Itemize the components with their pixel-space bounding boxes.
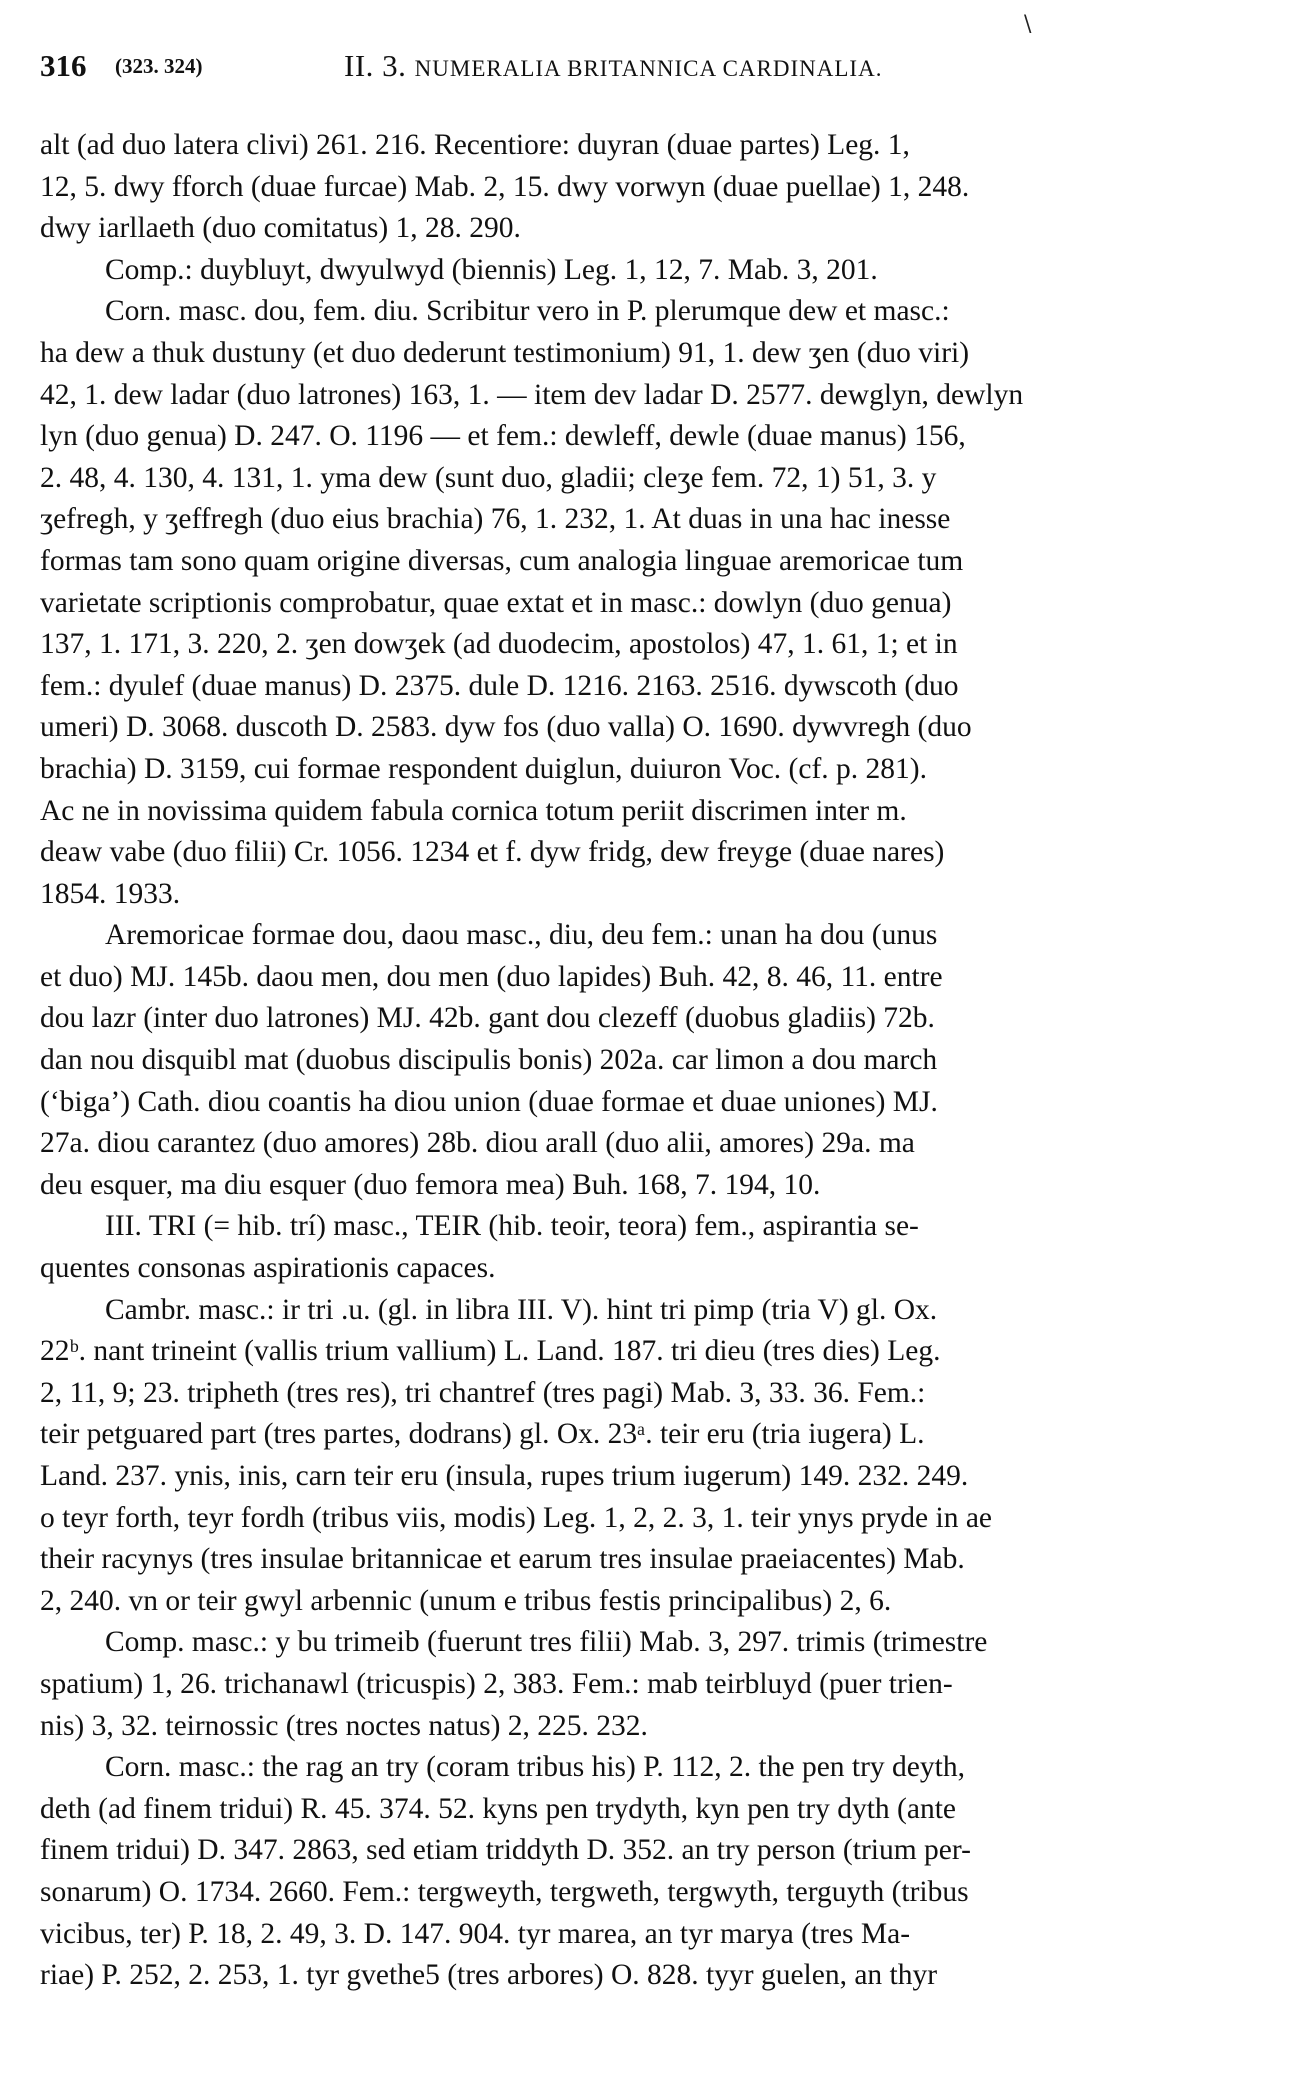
text-line: o teyr forth, teyr fordh (tribus viis, modis) Leg. 1, 2, 2. 3, 1. teir ynys pryde in ae bbox=[40, 1501, 993, 1534]
text-line: spatium) 1, 26. trichanawl (tricuspis) 2, 383. Fem.: mab teirbluyd (puer trien- bbox=[40, 1667, 953, 1700]
text-line: riae) P. 252, 2. 253, 1. tyr gvethe5 (tres arbores) O. 828. tyyr guelen, an thyr bbox=[40, 1959, 938, 1992]
text-line: (‘biga’) Cath. diou coantis ha diou union (duae formae et duae uniones) MJ. bbox=[40, 1085, 938, 1118]
text-line: Cambr. masc.: ir tri .u. (gl. in libra III. V). hint tri pimp (tria V) gl. Ox. bbox=[105, 1293, 938, 1326]
text-line: Comp.: duybluyt, dwyulwyd (biennis) Leg. 1, 12, 7. Mab. 3, 201. bbox=[105, 253, 878, 286]
text-line: varietate scriptionis comprobatur, quae extat et in masc.: dowlyn (duo genua) bbox=[40, 586, 952, 619]
text-line: dwy iarllaeth (duo comitatus) 1, 28. 290. bbox=[40, 212, 521, 245]
text-line: 1854. 1933. bbox=[40, 877, 181, 910]
text-line: III. TRI (= hib. trí) masc., TEIR (hib. teoir, teora) fem., aspirantia se- bbox=[105, 1210, 919, 1243]
section-title: NUMERALIA BRITANNICA CARDINALIA. bbox=[414, 56, 883, 81]
text-line: teir petguared part (tres partes, dodrans) gl. Ox. 23ᵃ. teir eru (tria iugera) L. bbox=[40, 1418, 925, 1451]
text-line: finem tridui) D. 347. 2863, sed etiam triddyth D. 352. an try person (trium per- bbox=[40, 1834, 971, 1867]
text-line: quentes consonas aspirationis capaces. bbox=[40, 1252, 496, 1285]
running-header bbox=[40, 48, 1280, 88]
text-line: 2, 11, 9; 23. tripheth (tres res), tri chantref (tres pagi) Mab. 3, 33. 36. Fem.: bbox=[40, 1376, 926, 1409]
text-line: nis) 3, 32. teirnossic (tres noctes natus) 2, 225. 232. bbox=[40, 1709, 648, 1742]
text-line: 27a. diou carantez (duo amores) 28b. diou arall (duo alii, amores) 29a. ma bbox=[40, 1127, 915, 1160]
body-text bbox=[40, 125, 1295, 1997]
text-line: fem.: dyulef (duae manus) D. 2375. dule D. 1216. 2163. 2516. dywscoth (duo bbox=[40, 669, 959, 702]
text-line: brachia) D. 3159, cui formae respondent duiglun, duiuron Voc. (cf. p. 281). bbox=[40, 752, 927, 785]
text-line: umeri) D. 3068. duscoth D. 2583. dyw fos (duo valla) O. 1690. dywvregh (duo bbox=[40, 711, 972, 744]
page-number: 316 bbox=[40, 48, 87, 83]
text-line: Corn. masc. dou, fem. diu. Scribitur vero in P. plerumque dew et masc.: bbox=[105, 295, 950, 328]
text-line: dou lazr (inter duo latrones) MJ. 42b. gant dou clezeff (duobus gladiis) 72b. bbox=[40, 1002, 935, 1035]
text-line: alt (ad duo latera clivi) 261. 216. Recentiore: duyran (duae partes) Leg. 1, bbox=[40, 129, 910, 161]
page-reference: (323. 324) bbox=[115, 54, 203, 78]
text-line: vicibus, ter) P. 18, 2. 49, 3. D. 147. 904. tyr marea, an tyr marya (tres Ma- bbox=[40, 1917, 911, 1950]
text-line: 22ᵇ. nant trineint (vallis trium vallium) L. Land. 187. tri dieu (tres dies) Leg. bbox=[40, 1335, 941, 1368]
text-line: ha dew a thuk dustuny (et duo dederunt testimonium) 91, 1. dew ʒen (duo viri) bbox=[40, 336, 970, 369]
text-line: ʒefregh, y ʒeffregh (duo eius brachia) 76, 1. 232, 1. At duas in una hac inesse bbox=[40, 503, 951, 536]
text-line: their racynys (tres insulae britannicae et earum tres insulae praeiacentes) Mab. bbox=[40, 1543, 965, 1576]
text-line: et duo) MJ. 145b. daou men, dou men (duo lapides) Buh. 42, 8. 46, 11. entre bbox=[40, 960, 943, 993]
text-line: deu esquer, ma diu esquer (duo femora mea) Buh. 168, 7. 194, 10. bbox=[40, 1168, 821, 1201]
header-title bbox=[344, 48, 882, 84]
text-line: 12, 5. dwy fforch (duae furcae) Mab. 2, 15. dwy vorwyn (duae puellae) 1, 248. bbox=[40, 170, 970, 203]
text-line: Ac ne in novissima quidem fabula cornica totum periit discrimen inter m. bbox=[40, 794, 907, 827]
text-line: deth (ad finem tridui) R. 45. 374. 52. kyns pen trydyth, kyn pen try dyth (ante bbox=[40, 1792, 956, 1825]
text-line: dan nou disquibl mat (duobus discipulis bonis) 202a. car limon a dou march bbox=[40, 1044, 938, 1077]
stray-mark: \ bbox=[1024, 12, 1032, 37]
text-line: Aremoricae formae dou, daou masc., diu, deu fem.: unan ha dou (unus bbox=[105, 919, 938, 952]
text-line: 2. 48, 4. 130, 4. 131, 1. yma dew (sunt duo, gladii; cleʒe fem. 72, 1) 51, 3. y bbox=[40, 461, 937, 494]
text-line: Land. 237. ynis, inis, carn teir eru (insula, rupes trium iugerum) 149. 232. 249. bbox=[40, 1460, 969, 1492]
text-line: Corn. masc.: the rag an try (coram tribus his) P. 112, 2. the pen try deyth, bbox=[105, 1751, 965, 1784]
text-line: lyn (duo genua) D. 247. O. 1196 — et fem.: dewleff, dewle (duae manus) 156, bbox=[40, 420, 966, 453]
text-line: 2, 240. vn or teir gwyl arbennic (unum e tribus festis principalibus) 2, 6. bbox=[40, 1584, 892, 1617]
text-line: sonarum) O. 1734. 2660. Fem.: tergweyth, tergweth, tergwyth, terguyth (tribus bbox=[40, 1875, 969, 1908]
section-number: II. 3. bbox=[344, 48, 407, 83]
text-line: 137, 1. 171, 3. 220, 2. ʒen dowʒek (ad duodecim, apostolos) 47, 1. 61, 1; et in bbox=[40, 628, 958, 661]
text-line: deaw vabe (duo filii) Cr. 1056. 1234 et f. dyw fridg, dew freyge (duae nares) bbox=[40, 836, 945, 869]
text-line: formas tam sono quam origine diversas, cum analogia linguae aremoricae tum bbox=[40, 544, 964, 577]
text-line: 42, 1. dew ladar (duo latrones) 163, 1. — item dev ladar D. 2577. dewglyn, dewlyn bbox=[40, 378, 1024, 411]
text-line: Comp. masc.: y bu trimeib (fuerunt tres filii) Mab. 3, 297. trimis (trimestre bbox=[105, 1626, 988, 1659]
